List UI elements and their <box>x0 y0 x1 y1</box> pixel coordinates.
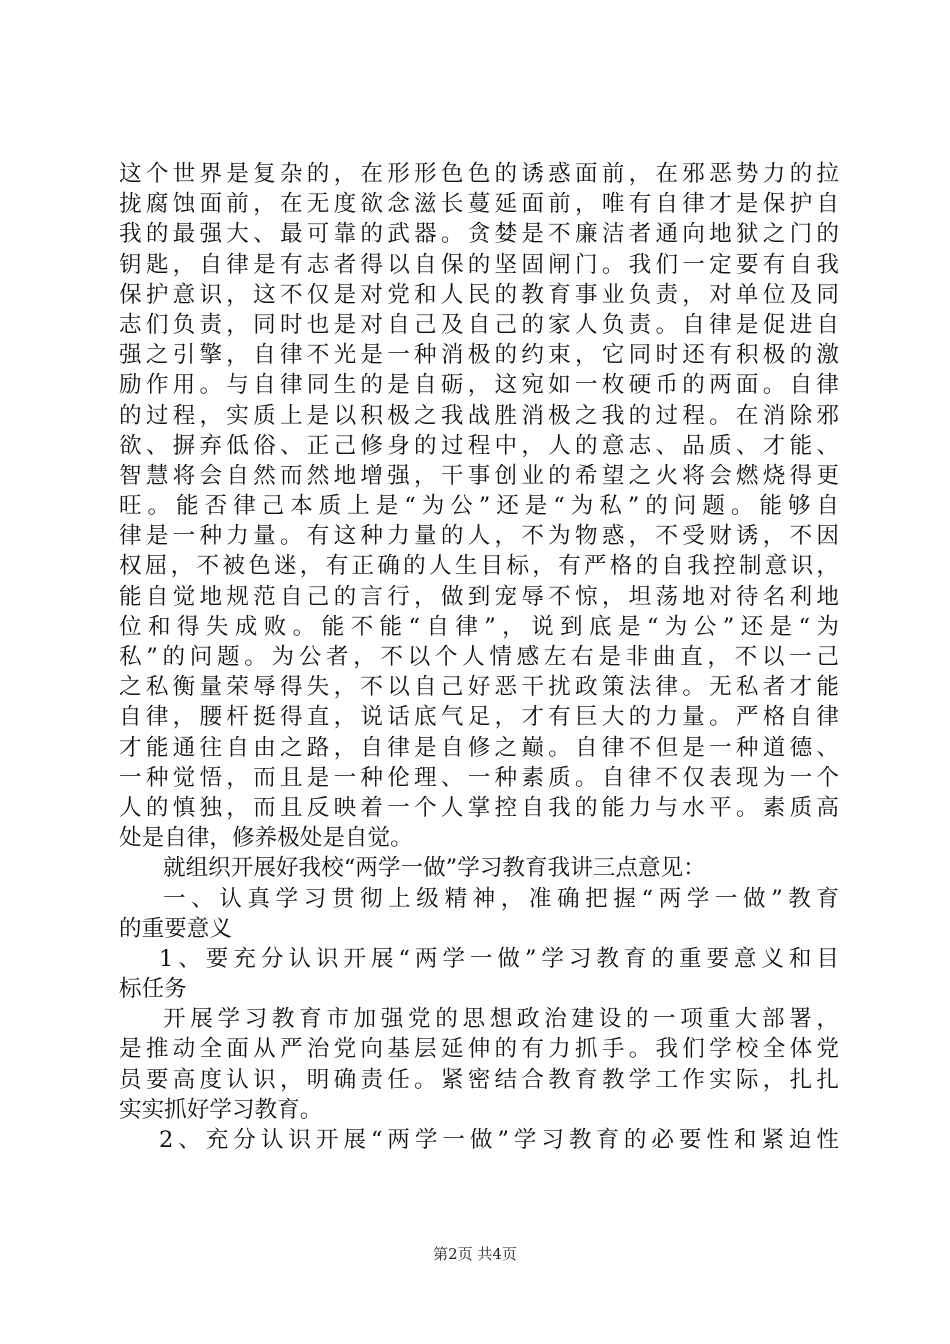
text-line: 的过程，实质上是以积极之我战胜消极之我的过程。在消除邪 <box>119 402 839 429</box>
text-line: 权屈，不被色迷，有正确的人生目标，有严格的自我控制意识， <box>119 553 839 580</box>
text-line: 实实抓好学习教育。 <box>119 1096 323 1123</box>
text-line: 我的最强大、最可靠的武器。贪婪是不廉洁者通向地狱之门的 <box>119 221 839 248</box>
text-line: 才能通往自由之路，自律是自修之巅。自律不但是一种道德、 <box>119 734 839 761</box>
text-line: 保护意识，这不仅是对党和人民的教育事业负责，对单位及同 <box>119 281 839 308</box>
subsection-heading: 1、要充分认识开展“两学一做”学习教育的重要意义和目 <box>159 945 839 972</box>
section-heading: 一、认真学习贯彻上级精神，准确把握“两学一做”教育 <box>163 885 839 912</box>
text-line: 位和得失成败。能不能“自律”，说到底是“为公”还是“为 <box>119 613 839 640</box>
text-line: 就组织开展好我校“两学一做”学习教育我讲三点意见： <box>163 855 706 882</box>
text-line: 旺。能否律己本质上是“为公”还是“为私”的问题。能够自 <box>119 493 839 520</box>
text-line: 欲、摒弃低俗、正己修身的过程中，人的意志、品质、才能、 <box>119 432 839 459</box>
text-line: 自律，腰杆挺得直，说话底气足，才有巨大的力量。严格自律 <box>119 704 839 731</box>
text-line: 人的慎独，而且反映着一个人掌控自我的能力与水平。素质高 <box>119 794 839 821</box>
text-line: 这个世界是复杂的，在形形色色的诱惑面前，在邪恶势力的拉 <box>119 161 839 187</box>
section-heading: 的重要意义 <box>119 915 232 942</box>
text-line: 强之引擎，自律不光是一种消极的约束，它同时还有积极的激 <box>119 342 839 369</box>
text-line: 励作用。与自律同生的是自砺，这宛如一枚硬币的两面。自律 <box>119 372 839 399</box>
text-line: 员要高度认识，明确责任。紧密结合教育教学工作实际，扎扎 <box>119 1066 839 1093</box>
text-line: 私”的问题。为公者，不以个人情感左右是非曲直，不以一己 <box>119 644 839 670</box>
page-number-footer: 第2页 共4页 <box>433 1245 517 1263</box>
text-line: 拢腐蚀面前，在无度欲念滋长蔓延面前，唯有自律才是保护自 <box>119 191 839 218</box>
text-line: 处是自律，修养极处是自觉。 <box>119 825 413 852</box>
text-line: 之私衡量荣辱得失，不以自己好恶干扰政策法律。无私者才能 <box>119 674 839 701</box>
text-line: 律是一种力量。有这种力量的人，不为物惑，不受财诱，不因 <box>119 523 839 550</box>
text-line: 志们负责，同时也是对自己及自己的家人负责。自律是促进自 <box>119 311 839 338</box>
subsection-heading: 2、充分认识开展“两学一做”学习教育的必要性和紧迫性 <box>159 1127 839 1153</box>
text-line: 开展学习教育市加强党的思想政治建设的一项重大部署， <box>163 1006 839 1033</box>
subsection-heading: 标任务 <box>119 976 187 1003</box>
text-line: 能自觉地规范自己的言行，做到宠辱不惊，坦荡地对待名利地 <box>119 583 839 610</box>
text-line: 一种觉悟，而且是一种伦理、一种素质。自律不仅表现为一个 <box>119 764 839 791</box>
text-line: 是推动全面从严治党向基层延伸的有力抓手。我们学校全体党 <box>119 1036 839 1063</box>
body-text <box>119 159 839 1155</box>
text-line: 智慧将会自然而然地增强，干事创业的希望之火将会燃烧得更 <box>119 462 839 489</box>
text-line: 钥匙，自律是有志者得以自保的坚固闸门。我们一定要有自我 <box>119 251 839 278</box>
